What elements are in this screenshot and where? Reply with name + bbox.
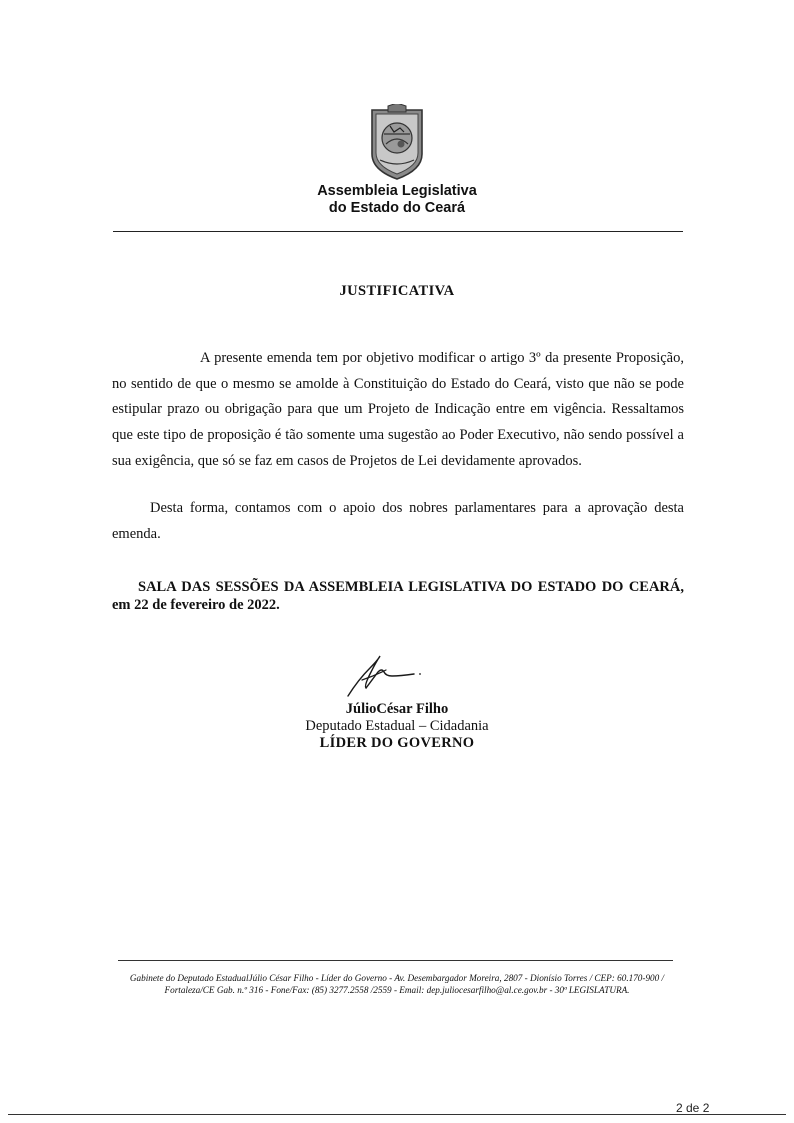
handwritten-signature xyxy=(340,650,430,700)
footer-divider xyxy=(118,960,673,961)
header-divider xyxy=(113,231,683,232)
signer-name: JúlioCésar Filho xyxy=(345,701,449,717)
page-bottom-divider xyxy=(8,1114,786,1115)
signer-role: Deputado Estadual – Cidadania xyxy=(305,718,489,734)
signer-position: LÍDER DO GOVERNO xyxy=(319,735,475,751)
document-title: JUSTIFICATIVA xyxy=(339,283,455,299)
justification-paragraph-2: Desta forma, contamos com o apoio dos nobres parlamentares para a aprovação desta emenda. xyxy=(112,500,684,542)
justification-paragraph-1: A presente emenda tem por objetivo modificar o artigo 3º da presente Proposição, no sentido de que o mesmo se amolde à Constituição do Estado do Ceará, visto que não se pode estipular prazo ou obrigação para que um Projeto de Indicação entre em vigência. Ressaltamos que este tipo de proposição é tão somente uma sugestão ao Poder Executivo, não sendo possível a sua exigência, que só se faz em casos de Projetos de Lei devidamente aprovados. xyxy=(112,350,684,469)
institution-state: do Estado do Ceará xyxy=(328,200,466,216)
page-number: 2 de 2 xyxy=(676,1101,710,1115)
institution-name: Assembleia Legislativa xyxy=(317,183,477,199)
footer-address-line-1: Gabinete do Deputado EstadualJúlio César Filho - Líder do Governo - Av. Desembargador Moreira, 2807 - Dionísio Torres / CEP: 60.170-900 / xyxy=(129,973,665,983)
state-coat-of-arms-icon xyxy=(366,104,428,182)
footer-address-line-2: Fortaleza/CE Gab. n.º 316 - Fone/Fax: (85) 3277.2558 /2559 - Email: dep.juliocesarfilho@al.ce.gov.br - 30ª LEGISLATURA. xyxy=(164,985,630,995)
session-closing: SALA DAS SESSÕES DA ASSEMBLEIA LEGISLATIVA DO ESTADO DO CEARÁ, em 22 de fevereiro de 2022. xyxy=(112,579,684,613)
